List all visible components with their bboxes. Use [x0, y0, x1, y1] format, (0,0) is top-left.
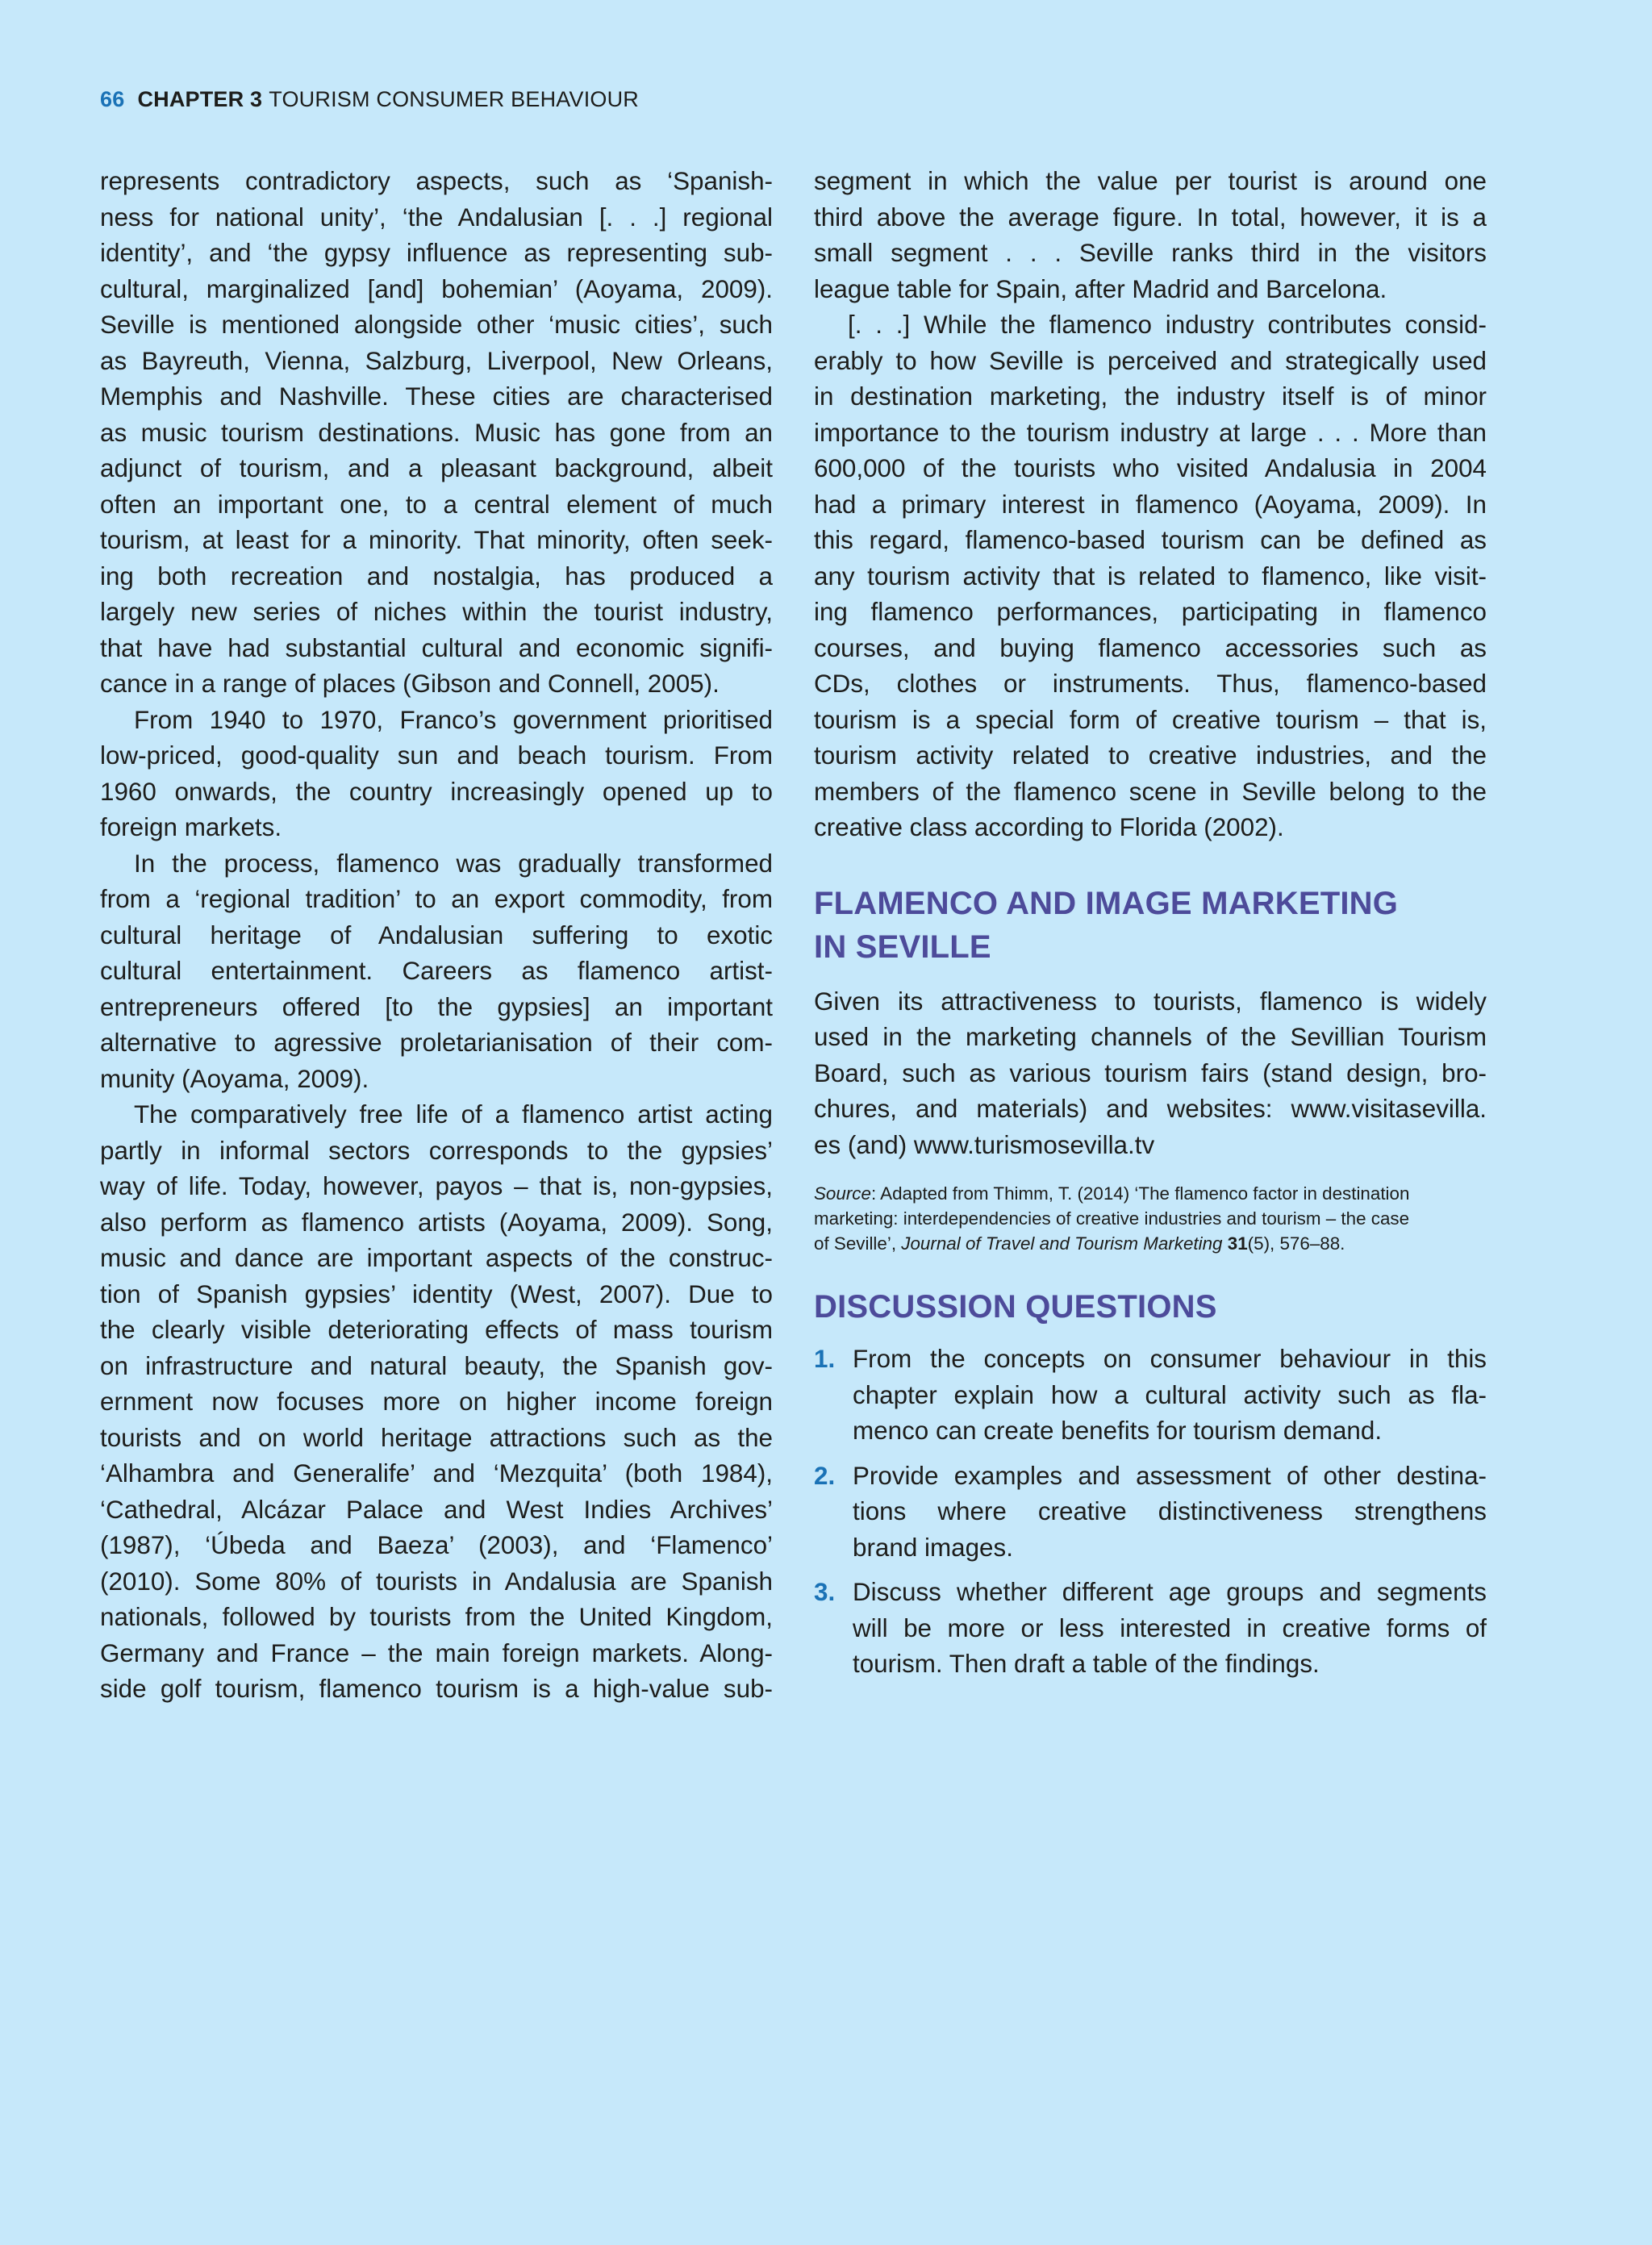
text-line: partly in informal sectors corresponds to the gypsies’ [100, 1136, 773, 1165]
text-line: creative class according to Florida (2002). [814, 813, 1284, 841]
text-line: cultural entertainment. Careers as flamenco artist- [100, 957, 773, 985]
source-line [814, 1231, 1487, 1256]
text-line: cultural heritage of Andalusian suffering to exotic [100, 920, 773, 949]
discussion-questions [814, 1342, 1487, 1683]
left-paragraph-1 [100, 164, 773, 703]
text-line: brand images. [853, 1533, 1013, 1562]
text-line: represents contradictory aspects, such as ‘Spanish- [100, 167, 773, 195]
source-note [814, 1181, 1487, 1256]
text-line: that have had substantial cultural and economic signifi- [100, 633, 773, 662]
left-paragraph-3 [100, 846, 773, 1098]
text-line: also perform as flamenco artists (Aoyama, 2009). Song, [100, 1208, 773, 1237]
question-number: 2. [814, 1461, 836, 1490]
question-number: 1. [814, 1345, 836, 1373]
right-paragraph-2 [814, 307, 1487, 846]
text-line: erably to how Seville is perceived and strategically used [814, 346, 1487, 375]
text-line: way of life. Today, however, payos – that is, non-gypsies, [100, 1172, 773, 1200]
text-line: cultural, marginalized [and] bohemian’ (Aoyama, 2009). [100, 274, 773, 303]
heading-line: IN SEVILLE [814, 928, 991, 965]
text-line: tourism is a special form of creative tourism – that is, [814, 705, 1487, 734]
text-line: cance in a range of places (Gibson and Connell, 2005). [100, 670, 720, 698]
text-line: [. . .] While the flamenco industry contributes consid- [848, 311, 1487, 339]
text-line: tourism activity related to creative industries, and the [814, 741, 1487, 770]
text-line: used in the marketing channels of the Sevillian Tourism [814, 1023, 1487, 1051]
text-line: munity (Aoyama, 2009). [100, 1064, 369, 1093]
text-line: side golf tourism, flamenco tourism is a high-value sub- [100, 1675, 773, 1703]
text-line: menco can create benefits for tourism demand. [853, 1417, 1383, 1445]
text-line: will be more or less interested in creative forms of [853, 1613, 1487, 1642]
source-text: : Adapted from Thimm, T. (2014) ‘The flamenco factor in destination [870, 1183, 1410, 1204]
text-line: entrepreneurs offered [to the gypsies] an important [100, 992, 773, 1021]
text-line: chures, and materials) and websites: www.visitasevilla. [814, 1095, 1487, 1123]
text-line: alternative to agressive proletarianisation of their com- [100, 1029, 773, 1057]
text-line: 600,000 of the tourists who visited Andalusia in 2004 [814, 454, 1487, 482]
text-line: low-priced, good-quality sun and beach tourism. From [100, 741, 773, 770]
text-line: adjunct of tourism, and a pleasant background, albeit [100, 454, 773, 482]
running-head [100, 87, 639, 112]
text-line: importance to the tourism industry at large . . . More than [814, 418, 1487, 447]
text-line: ing both recreation and nostalgia, has produced a [100, 561, 773, 590]
text-line: es (and) www.turismosevilla.tv [814, 1130, 1155, 1159]
text-line: tion of Spanish gypsies’ identity (West, 2007). Due to [100, 1279, 773, 1308]
text-line: nationals, followed by tourists from the United Kingdom, [100, 1603, 773, 1631]
journal-volume: 31 [1227, 1233, 1248, 1254]
text-line: Provide examples and assessment of other destina- [853, 1461, 1487, 1490]
text-line: ernment now focuses more on higher income foreign [100, 1387, 773, 1416]
text-line: league table for Spain, after Madrid and Barcelona. [814, 274, 1387, 303]
question-item [814, 1342, 1487, 1450]
text-line: this regard, flamenco-based tourism can be defined as [814, 526, 1487, 554]
question-item [814, 1458, 1487, 1567]
text-line: as music tourism destinations. Music has gone from an [100, 418, 773, 447]
text-line: (2010). Some 80% of tourists in Andalusia are Spanish [100, 1567, 773, 1596]
text-line: tourists and on world heritage attractions such as the [100, 1423, 773, 1452]
right-paragraph-1 [814, 164, 1487, 307]
text-line: chapter explain how a cultural activity such as fla- [853, 1380, 1487, 1409]
text-line: tourism. Then draft a table of the findings. [853, 1650, 1320, 1678]
section-paragraph [814, 984, 1487, 1164]
text-line: third above the average figure. In total, however, it is a [814, 202, 1487, 232]
text-line: as Bayreuth, Vienna, Salzburg, Liverpool, New Orleans, [100, 346, 773, 375]
text-line: ‘Alhambra and Generalife’ and ‘Mezquita’ (both 1984), [100, 1459, 773, 1488]
text-line: Board, such as various tourism fairs (stand design, bro- [814, 1058, 1487, 1087]
text-line: Given its attractiveness to tourists, flamenco is widely [814, 987, 1487, 1016]
text-line: From the concepts on consumer behaviour in this [853, 1345, 1487, 1373]
source-text: of Seville’, [814, 1233, 902, 1254]
text-line: CDs, clothes or instruments. Thus, flamenco-based [814, 670, 1487, 698]
text-line: music and dance are important aspects of the construc- [100, 1244, 773, 1272]
text-line: ing flamenco performances, participating in flamenco [814, 598, 1487, 626]
chapter-title: TOURISM CONSUMER BEHAVIOUR [269, 87, 640, 111]
text-line: From 1940 to 1970, Franco’s government prioritised [134, 705, 773, 734]
text-line: tions where creative distinctiveness strengthens [853, 1497, 1487, 1525]
text-line: The comparatively free life of a flamenco artist acting [134, 1100, 773, 1129]
left-column [100, 164, 773, 1708]
heading-line: FLAMENCO AND IMAGE MARKETING [814, 885, 1399, 921]
text-line: ness for national unity’, ‘the Andalusian [. . .] regional [100, 202, 773, 232]
right-column [814, 164, 1487, 1692]
discussion-heading: DISCUSSION QUESTIONS [814, 1289, 1217, 1325]
text-line: in destination marketing, the industry itself is of minor [814, 382, 1487, 411]
journal-title: Journal of Travel and Tourism Marketing [901, 1233, 1223, 1254]
text-line: identity’, and ‘the gypsy influence as representing sub- [100, 239, 773, 267]
text-line: tourism, at least for a minority. That minority, often seek- [100, 526, 773, 554]
section-heading [814, 882, 1487, 969]
text-line: largely new series of niches within the tourist industry, [100, 598, 773, 626]
text-line: Memphis and Nashville. These cities are characterised [100, 382, 773, 411]
text-line: any tourism activity that is related to flamenco, like visit- [814, 561, 1487, 590]
source-text: (5), 576–88. [1247, 1233, 1345, 1254]
text-line: often an important one, to a central element of much [100, 490, 773, 519]
chapter-label: CHAPTER 3 [137, 87, 263, 111]
text-line: had a primary interest in flamenco (Aoyama, 2009). In [814, 490, 1487, 519]
text-line: (1987), ‘Úbeda and Baeza’ (2003), and ‘Flamenco’ [100, 1531, 773, 1559]
text-line: ‘Cathedral, Alcázar Palace and West Indies Archives’ [100, 1495, 773, 1524]
text-line: small segment . . . Seville ranks third in the visitors [814, 239, 1487, 267]
text-line: Germany and France – the main foreign markets. Along- [100, 1638, 773, 1667]
text-line: In the process, flamenco was gradually transformed [134, 849, 773, 878]
source-line: marketing: interdependencies of creative industries and tourism – the case [814, 1208, 1410, 1229]
text-line: from a ‘regional tradition’ to an export commodity, from [100, 885, 773, 913]
text-line: Seville is mentioned alongside other ‘music cities’, such [100, 311, 773, 339]
source-label: Source [814, 1183, 871, 1204]
text-line: foreign markets. [100, 813, 282, 841]
text-line: 1960 onwards, the country increasingly opened up to [100, 777, 773, 806]
question-item [814, 1575, 1487, 1683]
text-line: segment in which the value per tourist is around one [814, 167, 1487, 195]
text-line: members of the flamenco scene in Seville belong to the [814, 777, 1487, 806]
text-line: the clearly visible deteriorating effects of mass tourism [100, 1316, 773, 1344]
page-number: 66 [100, 87, 125, 111]
text-line: Discuss whether different age groups and segments [853, 1578, 1487, 1606]
question-number: 3. [814, 1578, 836, 1606]
text-line: courses, and buying flamenco accessories such as [814, 633, 1487, 662]
text-line: on infrastructure and natural beauty, the Spanish gov- [100, 1351, 773, 1380]
left-paragraph-2 [100, 703, 773, 846]
source-line [814, 1181, 1487, 1206]
left-paragraph-4 [100, 1097, 773, 1708]
